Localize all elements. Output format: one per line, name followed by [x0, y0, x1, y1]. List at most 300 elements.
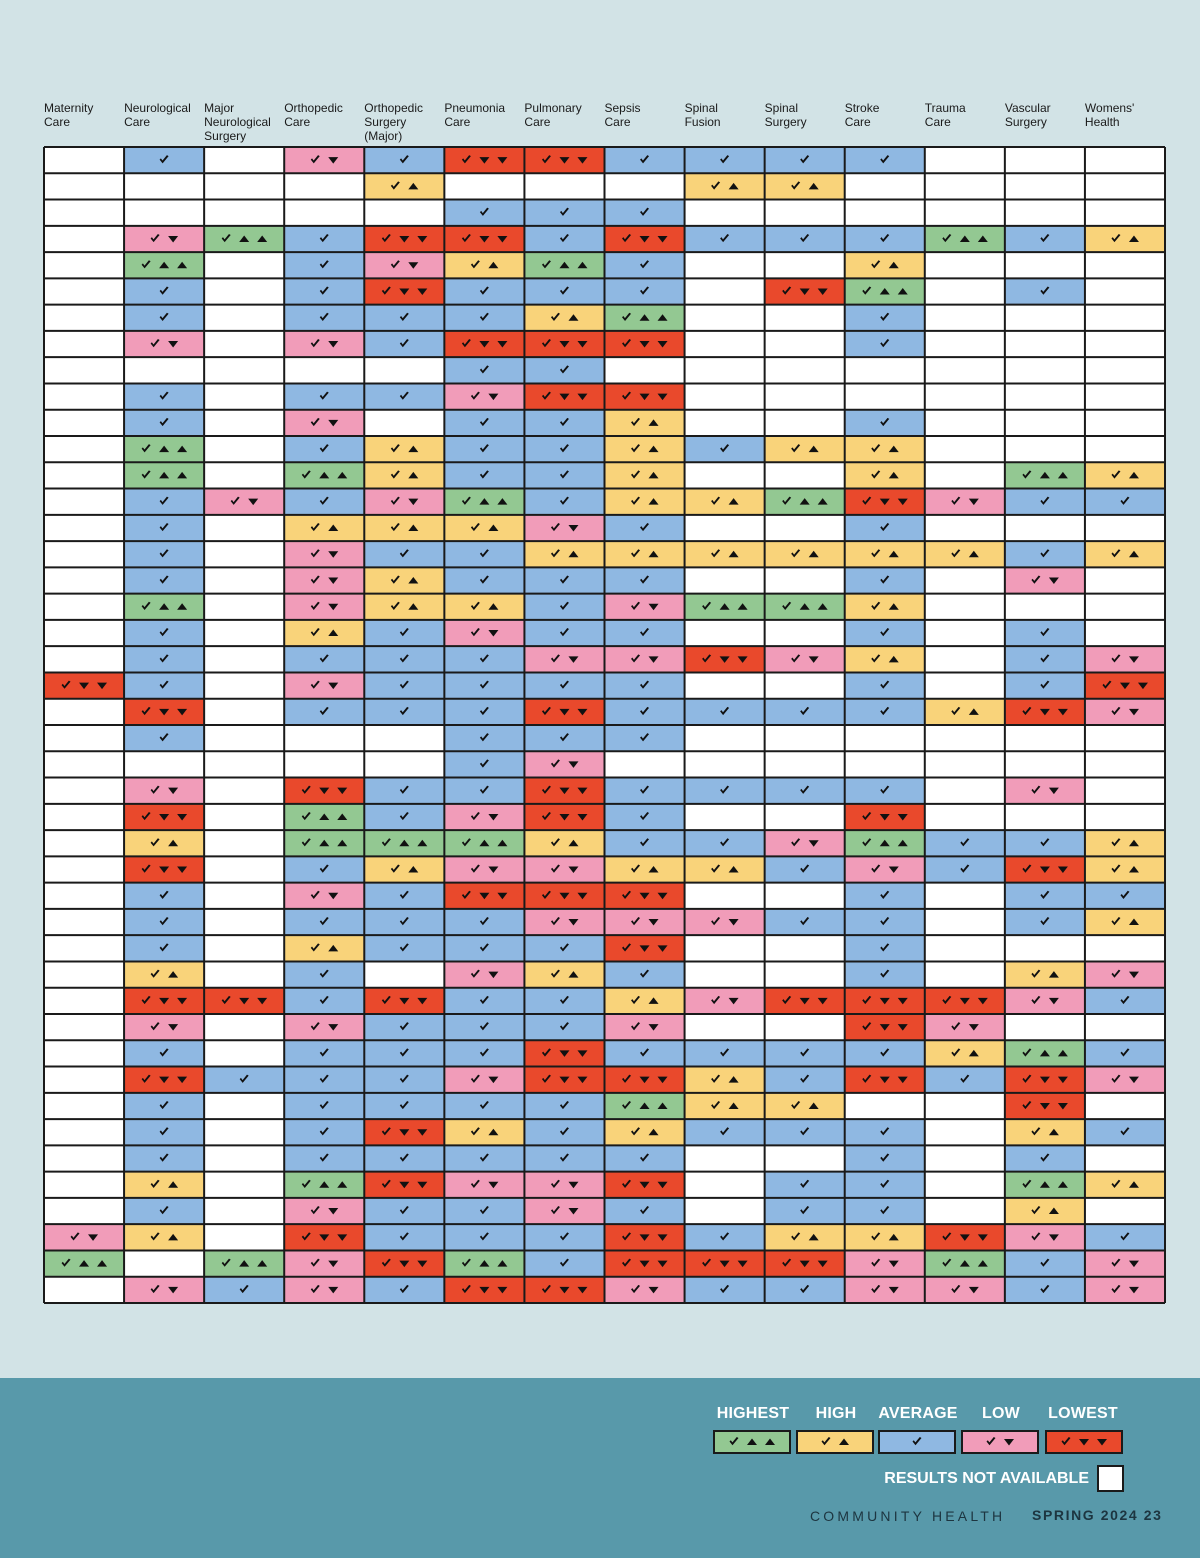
legend-swatch-high	[796, 1430, 874, 1454]
cell-fill	[605, 1119, 685, 1145]
rating-cell	[364, 646, 444, 672]
cell-fill	[685, 541, 765, 567]
rating-cell	[1005, 226, 1085, 252]
cell-fill	[925, 1277, 1005, 1303]
rating-cell	[1085, 751, 1165, 777]
rating-cell	[765, 594, 845, 620]
rating-cell	[364, 173, 444, 199]
rating-cell	[685, 856, 765, 882]
rating-cell	[925, 1067, 1005, 1093]
rating-cell	[685, 357, 765, 383]
rating-cell	[1085, 1250, 1165, 1276]
rating-cell	[685, 1172, 765, 1198]
rating-cell	[845, 856, 925, 882]
rating-cell	[124, 1014, 204, 1040]
rating-cell	[685, 278, 765, 304]
rating-cell	[44, 883, 124, 909]
cell-fill	[685, 1014, 765, 1040]
rating-cell	[845, 252, 925, 278]
rating-cell	[44, 1250, 124, 1276]
cell-fill	[765, 305, 845, 331]
cell-fill	[925, 804, 1005, 830]
cell-fill	[685, 331, 765, 357]
rating-cell	[524, 331, 604, 357]
cell-fill	[284, 1014, 364, 1040]
cell-fill	[925, 935, 1005, 961]
cell-fill	[1085, 462, 1165, 488]
rating-cell	[685, 1119, 765, 1145]
rating-cell	[364, 1119, 444, 1145]
rating-cell	[524, 410, 604, 436]
cell-fill	[765, 173, 845, 199]
cell-fill	[1085, 594, 1165, 620]
rating-cell	[1085, 357, 1165, 383]
cell-fill	[1005, 1119, 1085, 1145]
rating-cell	[444, 594, 524, 620]
cell-fill	[765, 1014, 845, 1040]
rating-cell	[44, 1119, 124, 1145]
rating-cell	[284, 331, 364, 357]
cell-fill	[284, 751, 364, 777]
rating-cell	[765, 804, 845, 830]
cell-fill	[444, 173, 524, 199]
rating-cell	[765, 1119, 845, 1145]
cell-fill	[364, 200, 444, 226]
rating-cell	[1085, 646, 1165, 672]
triangle-down-icon	[1004, 1439, 1014, 1446]
rating-cell	[364, 1250, 444, 1276]
cell-fill	[605, 1014, 685, 1040]
cell-fill	[845, 173, 925, 199]
rating-cell	[765, 331, 845, 357]
rating-cell	[605, 200, 685, 226]
rating-cell	[204, 620, 284, 646]
cell-fill	[524, 1198, 604, 1224]
rating-cell	[845, 883, 925, 909]
rating-cell	[444, 489, 524, 515]
cell-fill	[685, 567, 765, 593]
rating-cell	[204, 672, 284, 698]
rating-cell	[765, 1224, 845, 1250]
rating-cell	[605, 699, 685, 725]
rating-cell	[44, 1198, 124, 1224]
cell-fill	[1005, 436, 1085, 462]
rating-cell	[44, 725, 124, 751]
cell-fill	[685, 961, 765, 987]
rating-cell	[1085, 567, 1165, 593]
rating-cell	[1085, 935, 1165, 961]
cell-fill	[1005, 305, 1085, 331]
triangle-down-icon	[1079, 1439, 1089, 1446]
rating-cell	[364, 541, 444, 567]
cell-fill	[364, 856, 444, 882]
cell-fill	[124, 778, 204, 804]
rating-cell	[765, 567, 845, 593]
rating-cell	[124, 226, 204, 252]
rating-cell	[765, 778, 845, 804]
rating-cell	[284, 357, 364, 383]
cell-fill	[1085, 751, 1165, 777]
rating-cell	[1085, 909, 1165, 935]
rating-cell	[284, 935, 364, 961]
rating-cell	[1005, 988, 1085, 1014]
rating-cell	[925, 1277, 1005, 1303]
cell-fill	[124, 357, 204, 383]
rating-cell	[1085, 278, 1165, 304]
cell-fill	[204, 961, 284, 987]
rating-cell	[204, 1067, 284, 1093]
rating-cell	[364, 778, 444, 804]
rating-cell	[1005, 1014, 1085, 1040]
rating-cell	[284, 594, 364, 620]
rating-cell	[444, 672, 524, 698]
rating-cell	[364, 620, 444, 646]
cell-fill	[1085, 1093, 1165, 1119]
rating-cell	[524, 778, 604, 804]
rating-cell	[124, 646, 204, 672]
rating-cell	[685, 778, 765, 804]
rating-cell	[765, 515, 845, 541]
rating-cell	[1005, 778, 1085, 804]
rating-cell	[845, 1145, 925, 1171]
rating-cell	[524, 541, 604, 567]
rating-cell	[605, 541, 685, 567]
rating-cell	[524, 1093, 604, 1119]
cell-fill	[44, 1040, 124, 1066]
cell-fill	[44, 541, 124, 567]
cell-fill	[524, 909, 604, 935]
rating-cell	[605, 672, 685, 698]
cell-fill	[204, 778, 284, 804]
rating-cell	[765, 173, 845, 199]
rating-cell	[284, 909, 364, 935]
rating-cell	[685, 1014, 765, 1040]
rating-cell	[364, 252, 444, 278]
rating-cell	[925, 1145, 1005, 1171]
rating-cell	[124, 1277, 204, 1303]
cell-fill	[605, 909, 685, 935]
rating-cell	[925, 226, 1005, 252]
rating-cell	[364, 1172, 444, 1198]
rating-cell	[1005, 1198, 1085, 1224]
rating-cell	[284, 988, 364, 1014]
rating-cell	[364, 1198, 444, 1224]
column-header: Spinal Surgery	[764, 101, 807, 129]
rating-cell	[845, 1224, 925, 1250]
cell-fill	[524, 830, 604, 856]
rating-cell	[925, 1250, 1005, 1276]
rating-cell	[1005, 410, 1085, 436]
cell-fill	[765, 252, 845, 278]
rating-cell	[444, 1277, 524, 1303]
cell-fill	[1085, 935, 1165, 961]
rating-cell	[364, 1067, 444, 1093]
rating-cell	[444, 830, 524, 856]
rating-cell	[925, 278, 1005, 304]
cell-fill	[1005, 410, 1085, 436]
rating-cell	[605, 620, 685, 646]
rating-cell	[1085, 410, 1165, 436]
cell-fill	[1085, 856, 1165, 882]
rating-cell	[524, 856, 604, 882]
cell-fill	[44, 147, 124, 173]
rating-cell	[1005, 804, 1085, 830]
rating-cell	[925, 699, 1005, 725]
rating-cell	[685, 1040, 765, 1066]
cell-fill	[1085, 226, 1165, 252]
rating-cell	[44, 489, 124, 515]
cell-fill	[605, 357, 685, 383]
cell-fill	[765, 200, 845, 226]
rating-cell	[124, 1119, 204, 1145]
rating-cell	[124, 804, 204, 830]
rating-cell	[124, 1040, 204, 1066]
cell-fill	[204, 620, 284, 646]
cell-fill	[444, 1067, 524, 1093]
cell-fill	[204, 383, 284, 409]
cell-fill	[284, 725, 364, 751]
cell-fill	[925, 1093, 1005, 1119]
rating-cell	[605, 1014, 685, 1040]
rating-cell	[845, 830, 925, 856]
rating-cell	[204, 961, 284, 987]
cell-fill	[765, 883, 845, 909]
rating-cell	[524, 173, 604, 199]
column-header: Major Neurological Surgery	[204, 101, 271, 143]
cell-fill	[845, 383, 925, 409]
cell-fill	[765, 1093, 845, 1119]
cell-fill	[1085, 278, 1165, 304]
cell-fill	[124, 751, 204, 777]
cell-fill	[364, 515, 444, 541]
rating-cell	[1005, 594, 1085, 620]
rating-cell	[284, 515, 364, 541]
cell-fill	[765, 830, 845, 856]
rating-cell	[364, 830, 444, 856]
rating-cell	[524, 462, 604, 488]
rating-cell	[925, 252, 1005, 278]
cell-fill	[284, 1198, 364, 1224]
rating-cell	[124, 935, 204, 961]
cell-fill	[44, 646, 124, 672]
rating-cell	[1005, 1119, 1085, 1145]
rating-cell	[845, 804, 925, 830]
rating-cell	[124, 462, 204, 488]
cell-fill	[925, 751, 1005, 777]
rating-cell	[685, 515, 765, 541]
rating-cell	[524, 725, 604, 751]
rating-cell	[44, 1093, 124, 1119]
rating-cell	[685, 383, 765, 409]
cell-fill	[204, 200, 284, 226]
rating-cell	[444, 331, 524, 357]
rating-cell	[524, 383, 604, 409]
rating-cell	[204, 935, 284, 961]
rating-cell	[765, 1014, 845, 1040]
rating-cell	[1005, 1277, 1085, 1303]
cell-fill	[284, 1277, 364, 1303]
cell-fill	[1085, 252, 1165, 278]
cell-fill	[44, 961, 124, 987]
cell-fill	[124, 200, 204, 226]
rating-cell	[845, 173, 925, 199]
rating-cell	[524, 1224, 604, 1250]
rating-cell	[444, 1014, 524, 1040]
rating-cell	[925, 515, 1005, 541]
rating-cell	[204, 357, 284, 383]
cell-fill	[1085, 436, 1165, 462]
cell-fill	[204, 541, 284, 567]
cell-fill	[925, 541, 1005, 567]
rating-cell	[364, 1277, 444, 1303]
cell-fill	[685, 620, 765, 646]
cell-fill	[685, 252, 765, 278]
rating-cell	[204, 515, 284, 541]
cell-fill	[44, 1224, 124, 1250]
cell-fill	[925, 725, 1005, 751]
rating-cell	[1005, 856, 1085, 882]
rating-cell	[765, 935, 845, 961]
cell-fill	[44, 489, 124, 515]
rating-cell	[1005, 1067, 1085, 1093]
rating-cell	[444, 410, 524, 436]
rating-cell	[284, 1224, 364, 1250]
cell-fill	[925, 1198, 1005, 1224]
legend-swatch-low	[961, 1430, 1039, 1454]
rating-cell	[925, 462, 1005, 488]
cell-fill	[685, 883, 765, 909]
rating-cell	[284, 830, 364, 856]
rating-cell	[1005, 357, 1085, 383]
rating-cell	[605, 1145, 685, 1171]
rating-cell	[1085, 489, 1165, 515]
cell-fill	[605, 594, 685, 620]
cell-fill	[765, 410, 845, 436]
rating-cell	[524, 620, 604, 646]
cell-fill	[364, 567, 444, 593]
rating-cell	[124, 856, 204, 882]
cell-fill	[1085, 1277, 1165, 1303]
cell-fill	[685, 1198, 765, 1224]
cell-fill	[444, 856, 524, 882]
rating-cell	[685, 672, 765, 698]
rating-cell	[845, 436, 925, 462]
rating-cell	[605, 1093, 685, 1119]
rating-cell	[124, 1093, 204, 1119]
triangle-up-icon	[765, 1439, 775, 1446]
rating-cell	[124, 594, 204, 620]
rating-cell	[845, 200, 925, 226]
rating-cell	[204, 200, 284, 226]
rating-cell	[524, 672, 604, 698]
rating-cell	[44, 1067, 124, 1093]
cell-fill	[284, 567, 364, 593]
rating-cell	[1085, 173, 1165, 199]
cell-fill	[1085, 147, 1165, 173]
rating-cell	[765, 489, 845, 515]
rating-cell	[524, 1067, 604, 1093]
cell-fill	[845, 646, 925, 672]
cell-fill	[925, 646, 1005, 672]
cell-fill	[44, 1198, 124, 1224]
rating-cell	[364, 331, 444, 357]
rating-cell	[765, 672, 845, 698]
column-header: Spinal Fusion	[684, 101, 721, 129]
rating-cell	[1085, 1040, 1165, 1066]
rating-cell	[444, 1145, 524, 1171]
cell-fill	[1085, 620, 1165, 646]
cell-fill	[44, 1014, 124, 1040]
rating-cell	[524, 699, 604, 725]
rating-cell	[444, 1198, 524, 1224]
cell-fill	[1085, 200, 1165, 226]
rating-cell	[364, 988, 444, 1014]
rating-cell	[925, 909, 1005, 935]
rating-cell	[524, 1119, 604, 1145]
rating-cell	[44, 436, 124, 462]
rating-cell	[364, 147, 444, 173]
cell-fill	[204, 1172, 284, 1198]
rating-cell	[845, 357, 925, 383]
rating-cell	[524, 1277, 604, 1303]
rating-cell	[765, 200, 845, 226]
rating-cell	[444, 1093, 524, 1119]
rating-cell	[845, 410, 925, 436]
cell-fill	[284, 515, 364, 541]
cell-fill	[765, 751, 845, 777]
rating-cell	[1085, 1067, 1165, 1093]
cell-fill	[44, 252, 124, 278]
rating-cell	[605, 147, 685, 173]
rating-cell	[204, 699, 284, 725]
rating-cell	[765, 1250, 845, 1276]
rating-cell	[685, 830, 765, 856]
rating-cell	[925, 383, 1005, 409]
cell-fill	[765, 620, 845, 646]
rating-cell	[1085, 436, 1165, 462]
cell-fill	[925, 1119, 1005, 1145]
cell-fill	[765, 515, 845, 541]
rating-cell	[845, 226, 925, 252]
publication-name: COMMUNITY HEALTH	[810, 1508, 1006, 1524]
triangle-up-icon	[839, 1439, 849, 1446]
rating-cell	[124, 961, 204, 987]
rating-cell	[124, 147, 204, 173]
rating-cell	[845, 541, 925, 567]
cell-fill	[204, 173, 284, 199]
rating-cell	[925, 646, 1005, 672]
cell-fill	[364, 489, 444, 515]
rating-cell	[524, 226, 604, 252]
rating-cell	[1085, 620, 1165, 646]
rating-cell	[685, 1198, 765, 1224]
legend-glyphs	[1047, 1432, 1121, 1452]
column-header: Pulmonary Care	[524, 101, 582, 129]
cell-fill	[44, 1067, 124, 1093]
rating-cell	[364, 436, 444, 462]
cell-fill	[1005, 515, 1085, 541]
cell-fill	[1005, 567, 1085, 593]
cell-fill	[845, 252, 925, 278]
rating-cell	[444, 305, 524, 331]
cell-fill	[685, 1172, 765, 1198]
rating-cell	[44, 357, 124, 383]
rating-cell	[284, 1040, 364, 1066]
cell-fill	[685, 489, 765, 515]
cell-fill	[524, 961, 604, 987]
cell-fill	[685, 751, 765, 777]
cell-fill	[1085, 331, 1165, 357]
